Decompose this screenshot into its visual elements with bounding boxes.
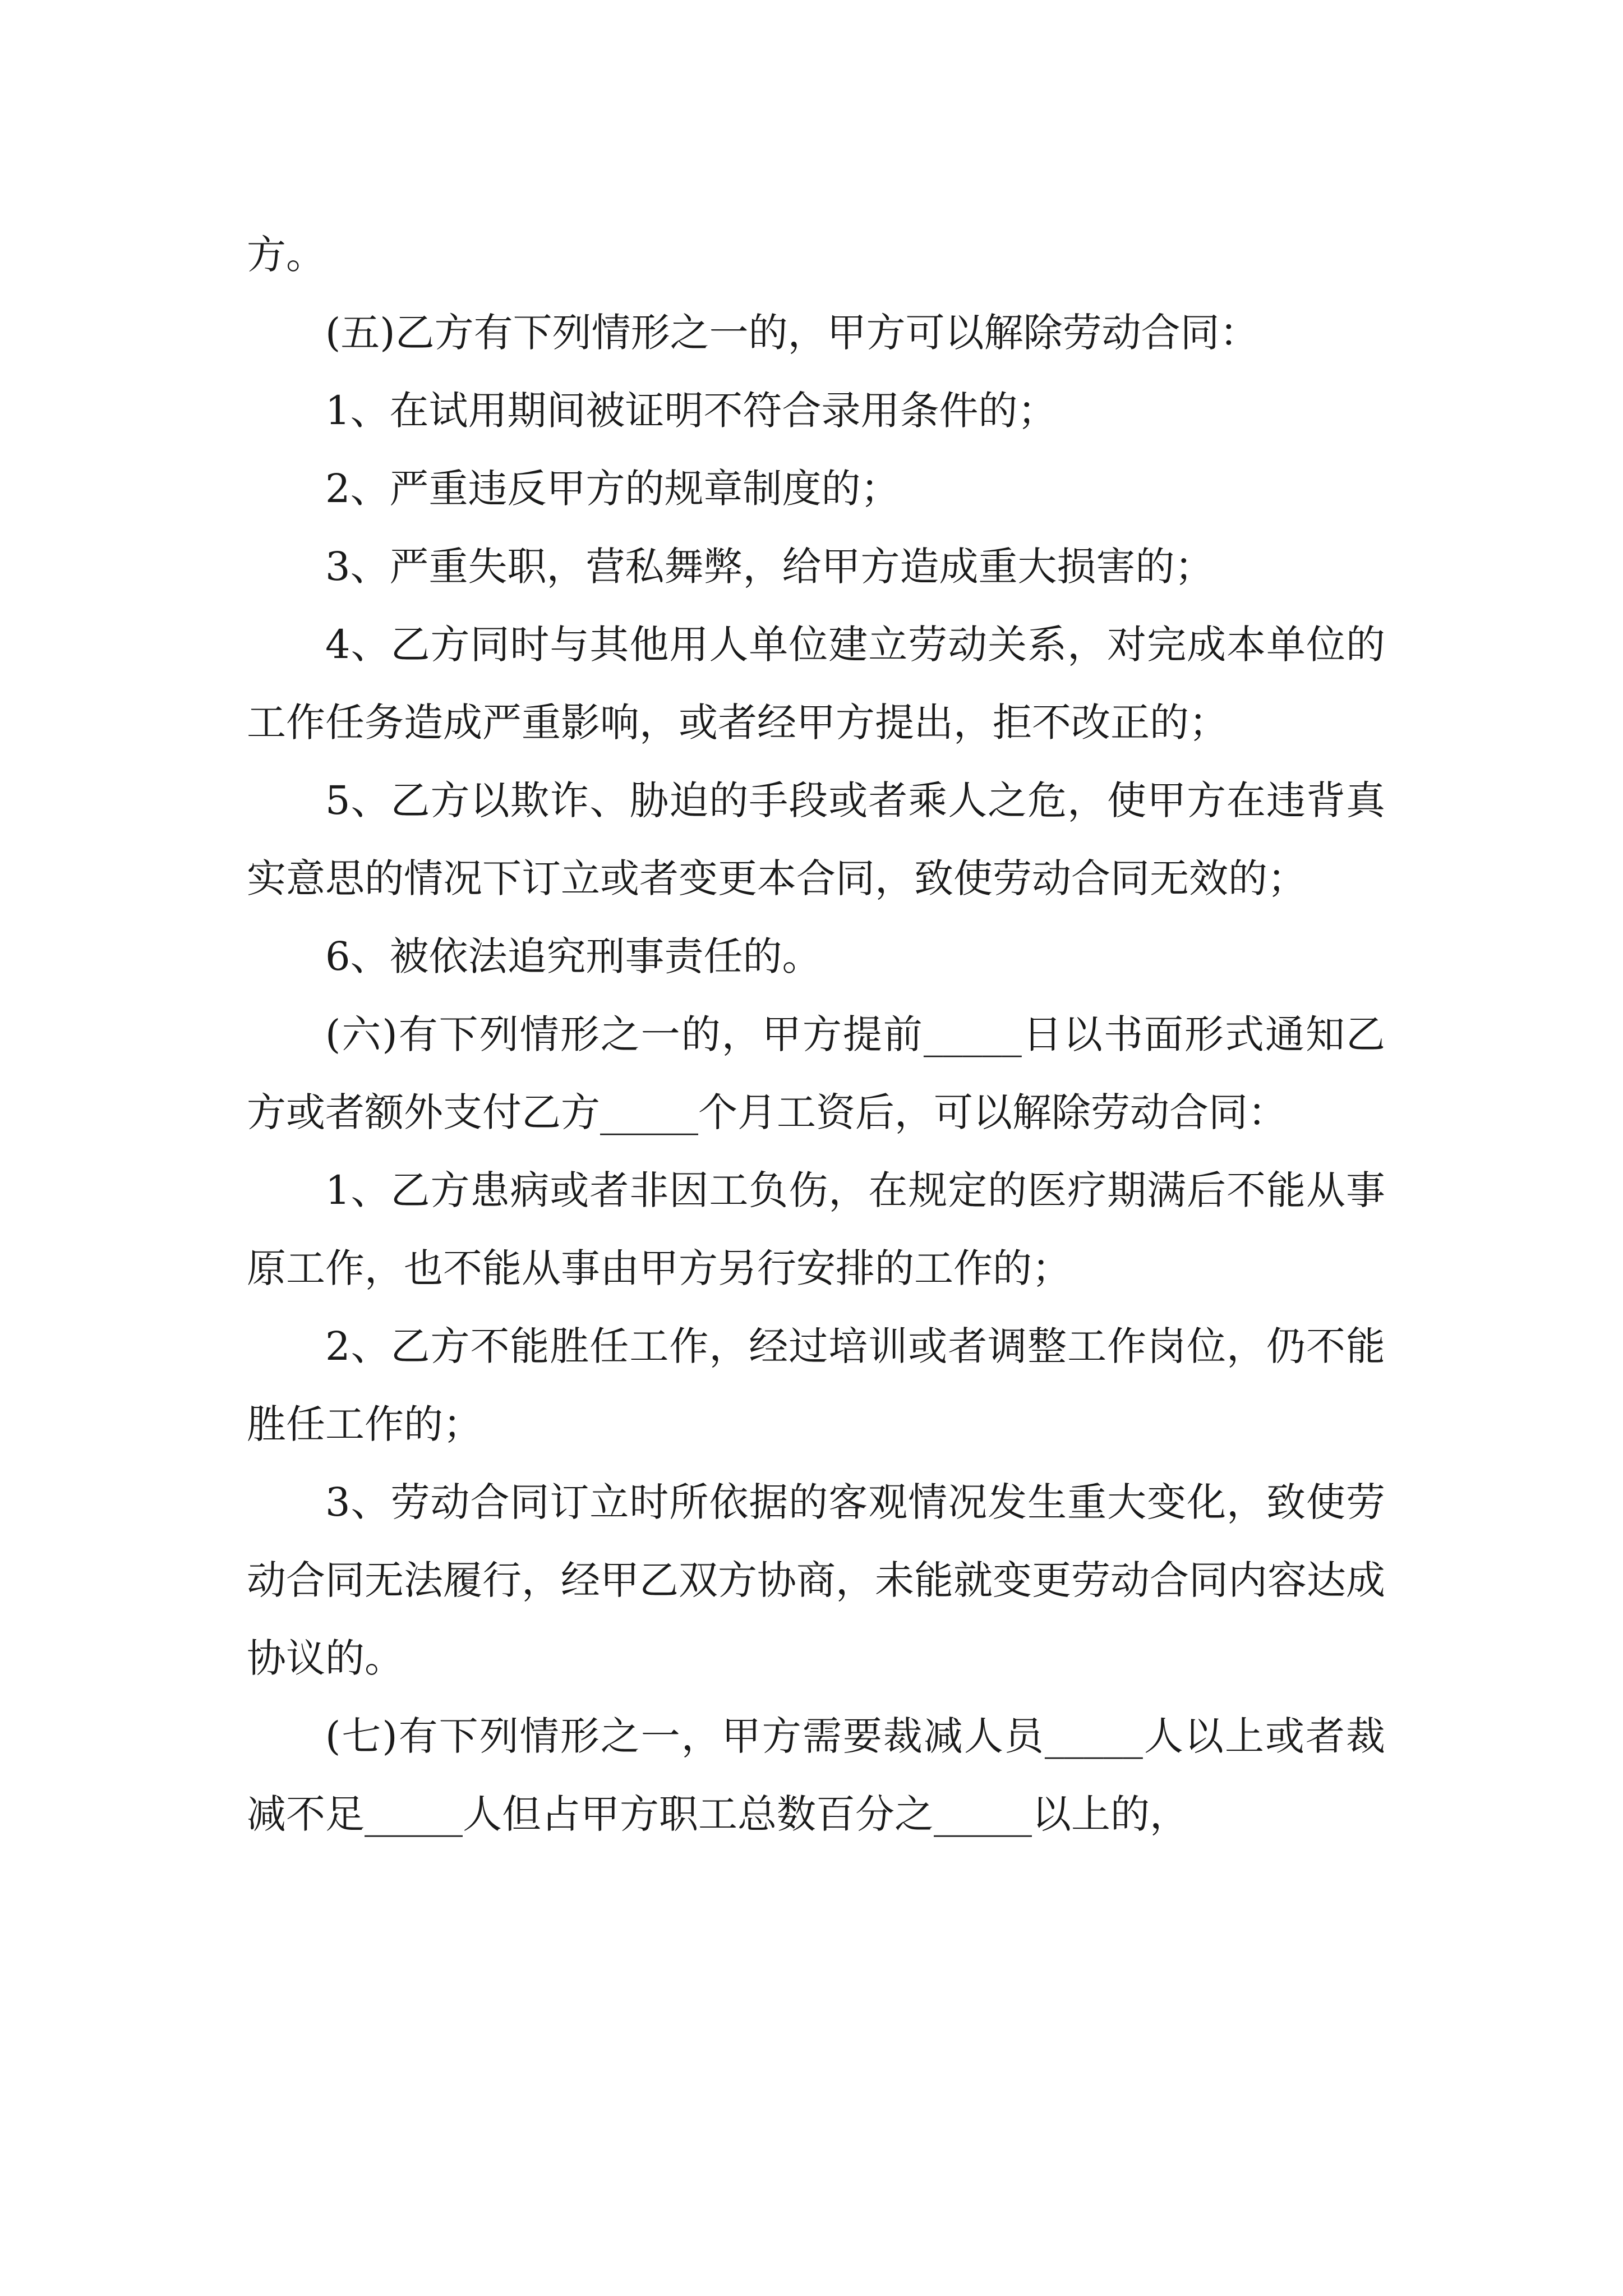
paragraph-clause-5-item-6: 6、被依法追究刑事责任的。: [325, 933, 822, 979]
paragraph-clause-6-item-2: 2、乙方不能胜任工作，经过培训或者调整工作岗位，仍不能胜任工作的；: [247, 1323, 1385, 1447]
paragraph-clause-6-item-1: 1、乙方患病或者非因工负伤，在规定的医疗期满后不能从事原工作，也不能从事由甲方另行安排的工作的；: [247, 1167, 1385, 1291]
paragraph-clause-5-item-5: 5、乙方以欺诈、胁迫的手段或者乘人之危，使甲方在违背真实意思的情况下订立或者变更本合同，致使劳动合同无效的；: [247, 777, 1385, 901]
paragraph-clause-6-heading: (六)有下列情形之一的，甲方提前_____日以书面形式通知乙方或者额外支付乙方_____个月工资后，可以解除劳动合同：: [247, 1011, 1385, 1135]
paragraph-clause-7-heading: (七)有下列情形之一，甲方需要裁减人员_____人以上或者裁减不足_____人但占甲方职工总数百分之_____以上的，: [247, 1713, 1385, 1837]
document-body: [247, 216, 1385, 1853]
paragraph-clause-6-item-3: 3、劳动合同订立时所依据的客观情况发生重大变化，致使劳动合同无法履行，经甲乙双方协商，未能就变更劳动合同内容达成协议的。: [247, 1479, 1385, 1681]
paragraph-clause-5-item-1: 1、在试用期间被证明不符合录用条件的；: [325, 388, 1057, 434]
paragraph-clause-5-item-3: 3、严重失职，营私舞弊，给甲方造成重大损害的；: [325, 544, 1214, 590]
paragraph-clause-5-item-4: 4、乙方同时与其他用人单位建立劳动关系，对完成本单位的工作任务造成严重影响，或者经甲方提出，拒不改正的；: [247, 622, 1385, 746]
paragraph-continuation: 方。: [247, 232, 325, 278]
paragraph-clause-5-item-2: 2、严重违反甲方的规章制度的；: [325, 466, 900, 512]
paragraph-clause-5-heading: (五)乙方有下列情形之一的，甲方可以解除劳动合同：: [325, 310, 1259, 356]
